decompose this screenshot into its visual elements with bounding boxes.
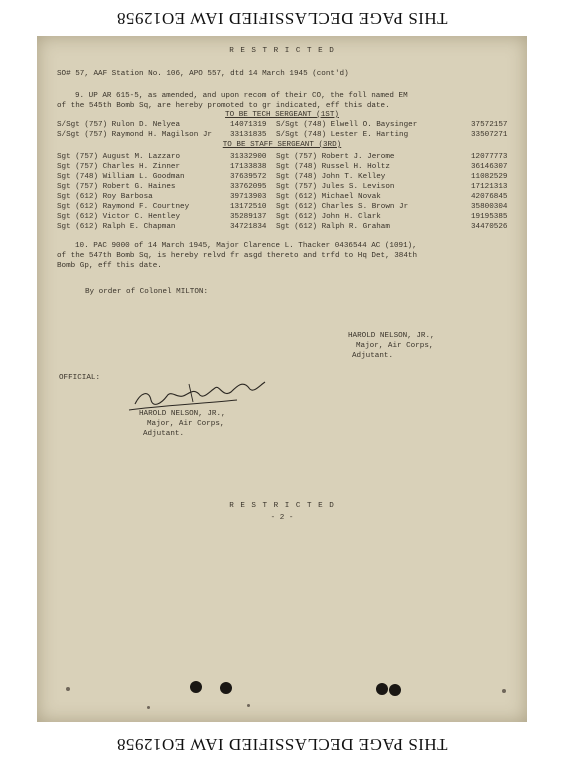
paragraph-10-line-2: of the 547th Bomb Sq, is hereby relvd fr asgd thereto and trfd to Hq Det, 384th xyxy=(57,252,418,260)
promotion-right-name: Sgt (757) Jules S. Levison xyxy=(276,183,395,191)
signer-title: Adjutant. xyxy=(352,352,394,360)
promotion-left-name: Sgt (612) Raymond F. Courtney xyxy=(57,203,190,211)
promotion-left-name: Sgt (612) Ralph E. Chapman xyxy=(57,223,176,231)
paper-speck xyxy=(66,687,70,691)
promotion-left-serial: 31332900 xyxy=(230,153,267,161)
signer-rank: Major, Air Corps, xyxy=(356,342,434,350)
promotion-right-name: S/Sgt (748) Elwell O. Baysinger xyxy=(276,121,418,129)
heading-staff-sergeant: TO BE STAFF SERGEANT (3RD) xyxy=(222,141,342,149)
promotion-right-serial: 17121313 xyxy=(471,183,508,191)
promotion-right-name: Sgt (748) Russel H. Holtz xyxy=(276,163,390,171)
promotion-right-serial: 33507271 xyxy=(471,131,508,139)
paragraph-9-line-2: of the 545th Bomb Sq, are hereby promoted to gr indicated, eff this date. xyxy=(57,102,390,110)
promotion-right-serial: 37572157 xyxy=(471,121,508,129)
promotion-left-serial: 37639572 xyxy=(230,173,267,181)
by-order-line: By order of Colonel MILTON: xyxy=(85,288,209,296)
promotion-left-serial: 35289137 xyxy=(230,213,267,221)
promotion-right-serial: 35800304 xyxy=(471,203,508,211)
declassified-banner-bottom: THIS PAGE DECLASSIFIED IAW EO12958 xyxy=(116,735,448,754)
promotion-right-serial: 19195385 xyxy=(471,213,508,221)
promotion-left-name: Sgt (757) Charles H. Zinner xyxy=(57,163,181,171)
promotion-left-name: Sgt (748) William L. Goodman xyxy=(57,173,185,181)
promotion-right-serial: 12077773 xyxy=(471,153,508,161)
document-page xyxy=(37,36,527,722)
declassified-banner-top: THIS PAGE DECLASSIFIED IAW EO12958 xyxy=(116,9,448,28)
promotion-right-name: Sgt (612) John H. Clark xyxy=(276,213,381,221)
promotion-left-serial: 13172510 xyxy=(230,203,267,211)
promotion-right-name: S/Sgt (748) Lester E. Harting xyxy=(276,131,409,139)
paper-speck xyxy=(147,706,150,709)
promotion-left-name: S/Sgt (757) Rulon D. Nelyea xyxy=(57,121,181,129)
signer-name: HAROLD NELSON, JR., xyxy=(348,332,435,340)
promotion-right-name: Sgt (757) Robert J. Jerome xyxy=(276,153,395,161)
promotion-right-serial: 34470526 xyxy=(471,223,508,231)
promotion-right-serial: 36146307 xyxy=(471,163,508,171)
binder-hole xyxy=(376,683,388,695)
page-number: - 2 - xyxy=(270,514,294,522)
paragraph-10-line-3: Bomb Gp, eff this date. xyxy=(57,262,162,270)
promotion-left-serial: 17133838 xyxy=(230,163,267,171)
promotion-right-serial: 42076845 xyxy=(471,193,508,201)
binder-hole xyxy=(190,681,202,693)
official-label: OFFICIAL: xyxy=(59,374,101,382)
binder-hole xyxy=(220,682,232,694)
binder-hole xyxy=(389,684,401,696)
promotion-right-name: Sgt (612) Michael Novak xyxy=(276,193,381,201)
promotion-left-serial: 33762095 xyxy=(230,183,267,191)
official-rank: Major, Air Corps, xyxy=(147,420,225,428)
paper-speck xyxy=(502,689,506,693)
heading-tech-sergeant: TO BE TECH SERGEANT (1ST) xyxy=(225,111,339,119)
restricted-header: R E S T R I C T E D xyxy=(229,47,335,55)
promotion-right-name: Sgt (748) John T. Kelley xyxy=(276,173,386,181)
promotion-left-name: Sgt (612) Roy Barbosa xyxy=(57,193,153,201)
promotion-left-name: Sgt (757) August M. Lazzaro xyxy=(57,153,181,161)
paragraph-10-line-1: 10. PAC 9000 of 14 March 1945, Major Clarence L. Thacker 0436544 AC (1091), xyxy=(75,242,417,250)
promotion-left-name: Sgt (612) Victor C. Hentley xyxy=(57,213,181,221)
special-order-line: SO# 57, AAF Station No. 106, APO 557, dtd 14 March 1945 (cont'd) xyxy=(57,70,349,78)
promotion-left-serial: 39713903 xyxy=(230,193,267,201)
promotion-left-serial: 14071319 xyxy=(230,121,267,129)
promotion-left-name: S/Sgt (757) Raymond H. Magilson Jr xyxy=(57,131,212,139)
official-name: HAROLD NELSON, JR., xyxy=(139,410,226,418)
official-title: Adjutant. xyxy=(143,430,185,438)
promotion-right-name: Sgt (612) Charles S. Brown Jr xyxy=(276,203,409,211)
restricted-footer: R E S T R I C T E D xyxy=(229,502,335,510)
promotion-left-serial: 34721834 xyxy=(230,223,267,231)
promotion-left-serial: 33131835 xyxy=(230,131,267,139)
promotion-right-name: Sgt (612) Ralph R. Graham xyxy=(276,223,390,231)
promotion-right-serial: 11082529 xyxy=(471,173,508,181)
paragraph-9-line-1: 9. UP AR 615-5, as amended, and upon recom of their CO, the foll named EM xyxy=(75,92,408,100)
promotion-left-name: Sgt (757) Robert G. Haines xyxy=(57,183,176,191)
paper-speck xyxy=(247,704,250,707)
